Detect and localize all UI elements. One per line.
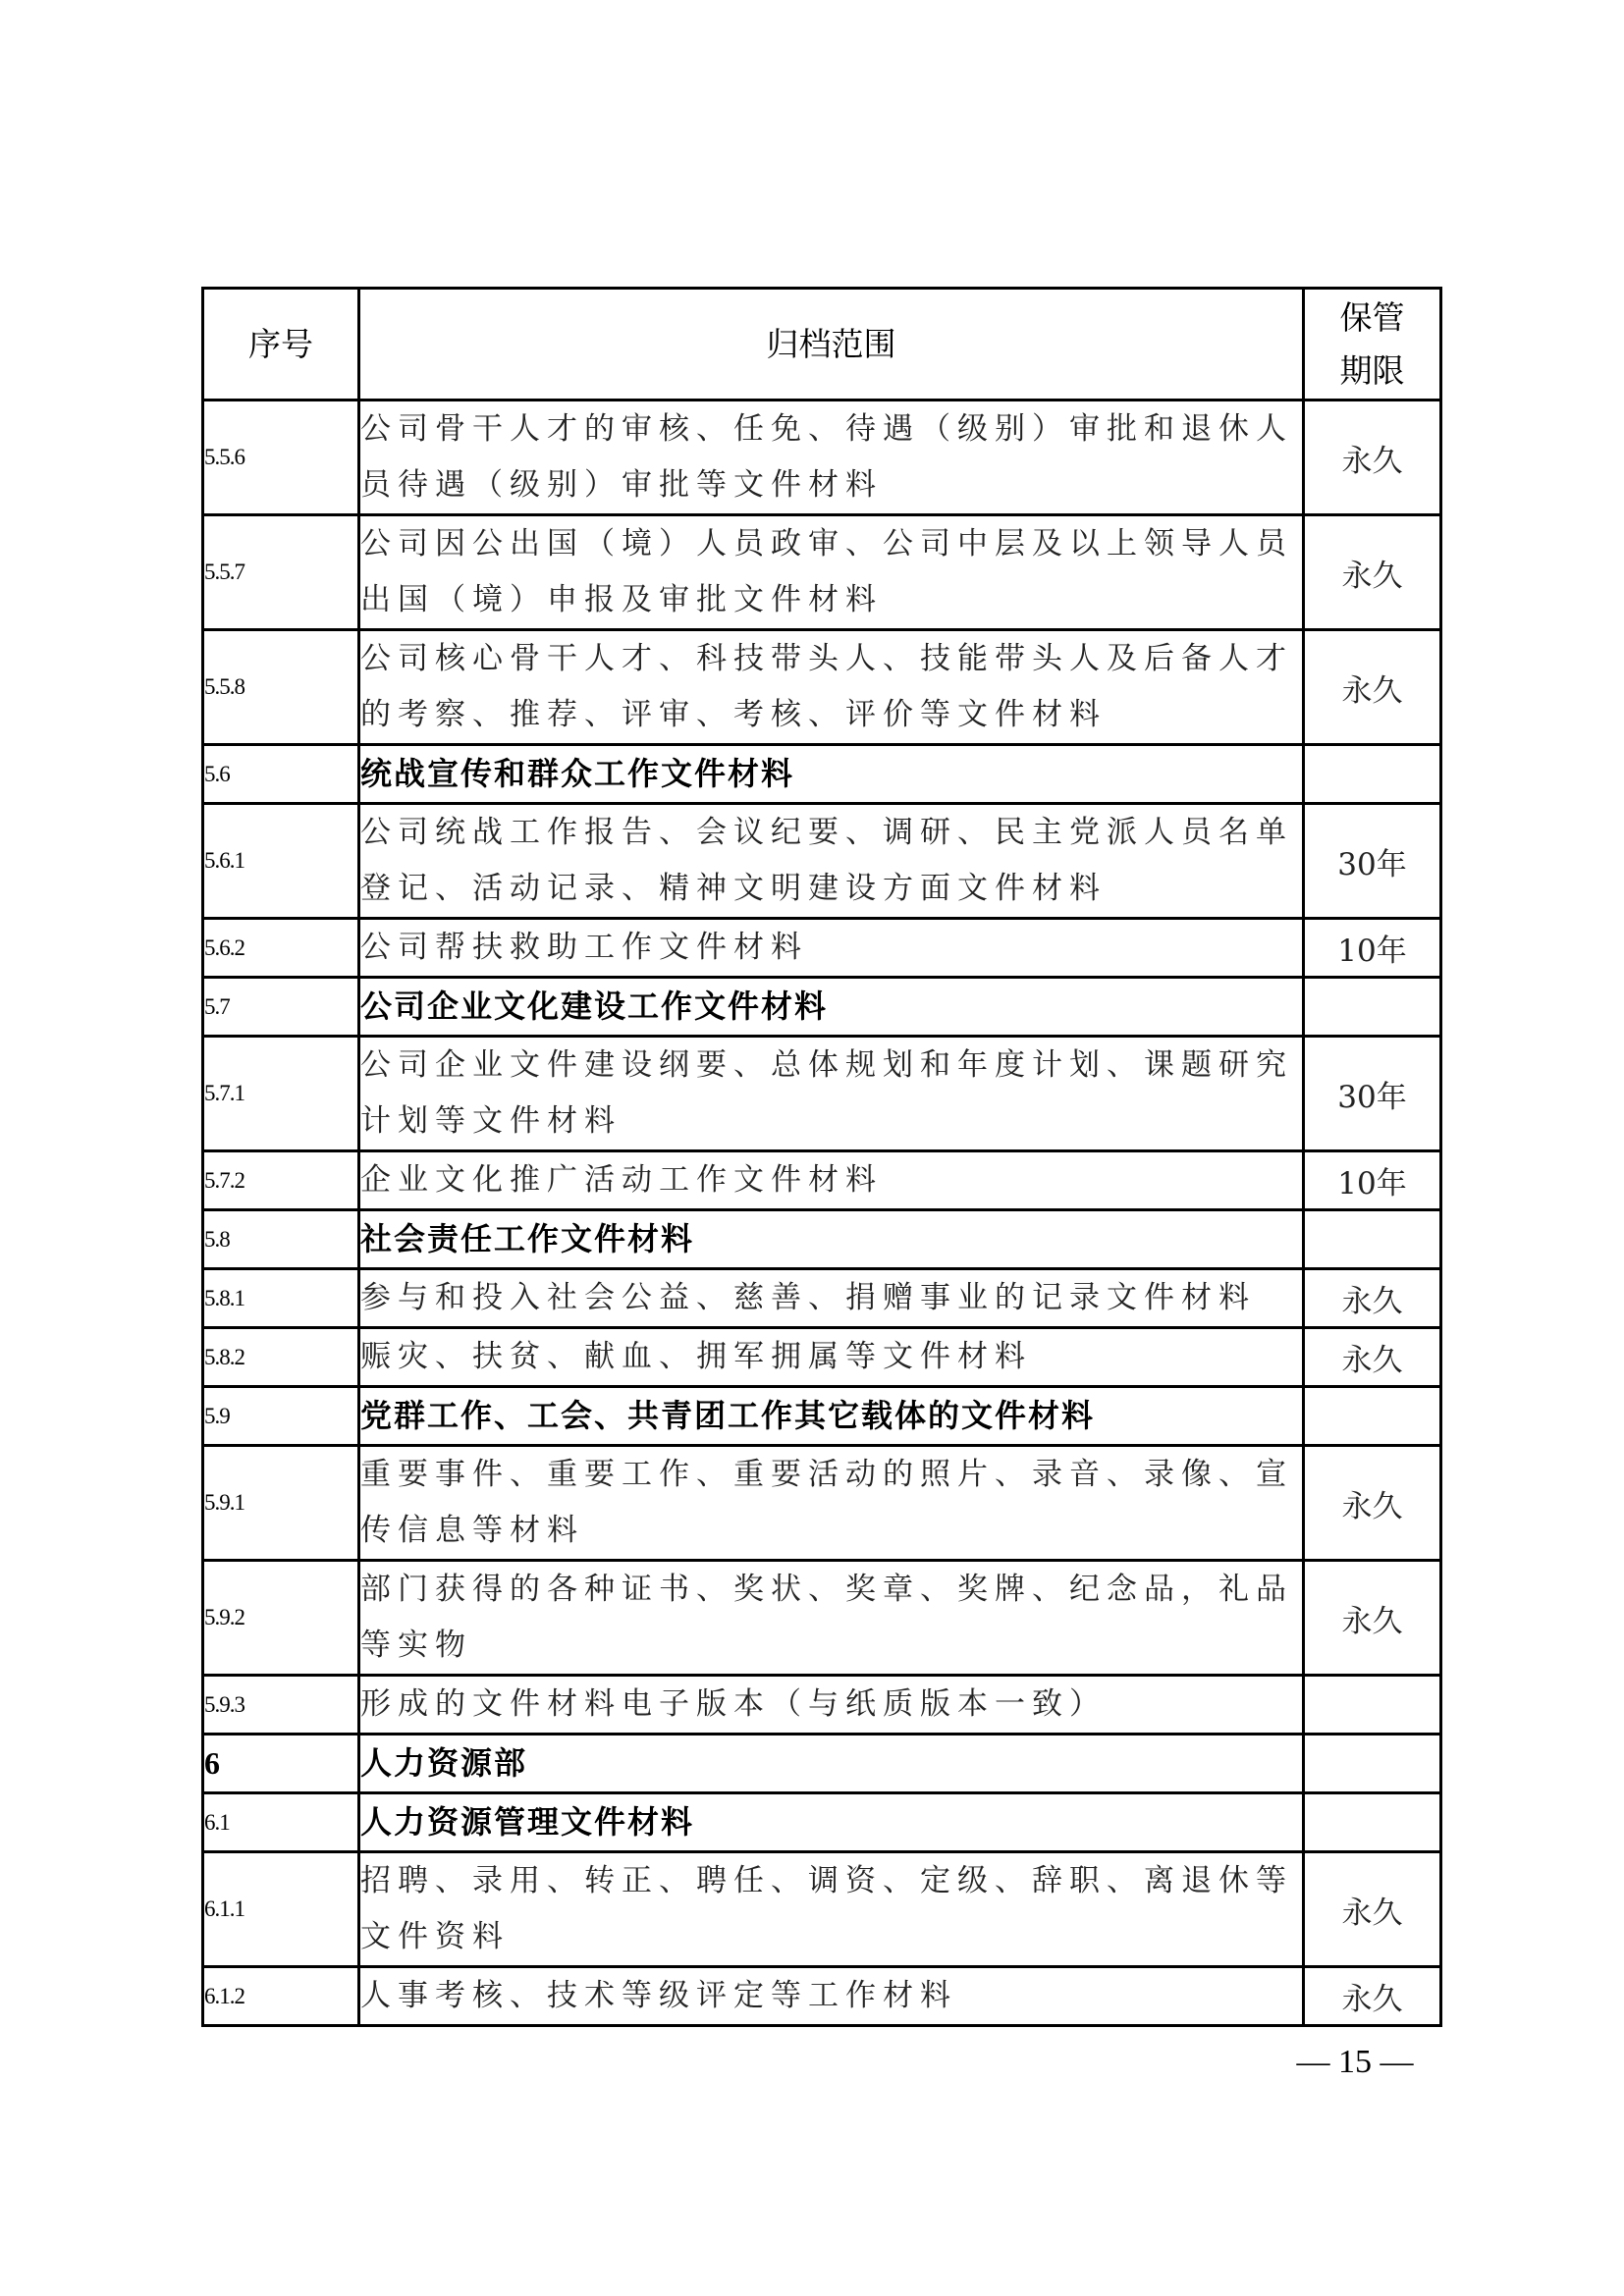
row-number: 6.1 [203, 1793, 359, 1852]
table-row [203, 919, 1441, 978]
header-retention: 保管期限 [1304, 289, 1441, 400]
row-scope: 重要事件、重要工作、重要活动的照片、录音、录像、宣传信息等材料 [359, 1446, 1304, 1561]
section-title: 统战宣传和群众工作文件材料 [359, 745, 1304, 804]
row-retention: 永久 [1304, 515, 1441, 630]
row-retention: 永久 [1304, 630, 1441, 745]
row-scope: 参与和投入社会公益、慈善、捐赠事业的记录文件材料 [359, 1269, 1304, 1328]
row-retention: 10年 [1304, 1151, 1441, 1210]
row-number: 5.6.1 [203, 804, 359, 919]
row-retention: 永久 [1304, 1446, 1441, 1561]
section-title: 党群工作、工会、共青团工作其它载体的文件材料 [359, 1387, 1304, 1446]
table-row [203, 630, 1441, 745]
row-number: 5.7.1 [203, 1037, 359, 1151]
table-row [203, 1967, 1441, 2026]
row-scope: 公司核心骨干人才、科技带头人、技能带头人及后备人才的考察、推荐、评审、考核、评价等文件材料 [359, 630, 1304, 745]
row-retention [1304, 1676, 1441, 1735]
row-number: 6.1.1 [203, 1852, 359, 1967]
row-retention [1304, 1210, 1441, 1269]
table-row [203, 804, 1441, 919]
table-row [203, 1269, 1441, 1328]
row-scope: 公司统战工作报告、会议纪要、调研、民主党派人员名单登记、活动记录、精神文明建设方面文件材料 [359, 804, 1304, 919]
row-retention: 永久 [1304, 1328, 1441, 1387]
section-row [203, 1387, 1441, 1446]
row-number: 5.8.1 [203, 1269, 359, 1328]
row-number: 6.1.2 [203, 1967, 359, 2026]
row-retention [1304, 745, 1441, 804]
table-row [203, 1151, 1441, 1210]
row-scope: 公司因公出国（境）人员政审、公司中层及以上领导人员出国（境）申报及审批文件材料 [359, 515, 1304, 630]
row-number: 5.5.7 [203, 515, 359, 630]
row-number: 5.8.2 [203, 1328, 359, 1387]
row-scope: 企业文化推广活动工作文件材料 [359, 1151, 1304, 1210]
row-retention: 永久 [1304, 1852, 1441, 1967]
section-row [203, 1793, 1441, 1852]
row-number: 5.9.3 [203, 1676, 359, 1735]
table-row [203, 515, 1441, 630]
row-scope: 公司骨干人才的审核、任免、待遇（级别）审批和退休人员待遇（级别）审批等文件材料 [359, 400, 1304, 515]
table-row [203, 400, 1441, 515]
row-scope: 部门获得的各种证书、奖状、奖章、奖牌、纪念品，礼品等实物 [359, 1561, 1304, 1676]
row-retention: 30年 [1304, 1037, 1441, 1151]
row-retention [1304, 978, 1441, 1037]
row-retention: 永久 [1304, 400, 1441, 515]
row-scope: 形成的文件材料电子版本（与纸质版本一致） [359, 1676, 1304, 1735]
row-number: 5.7 [203, 978, 359, 1037]
row-retention: 永久 [1304, 1269, 1441, 1328]
department-number: 6 [203, 1735, 359, 1793]
table-row [203, 1446, 1441, 1561]
row-number: 5.8 [203, 1210, 359, 1269]
row-scope: 公司企业文件建设纲要、总体规划和年度计划、课题研究计划等文件材料 [359, 1037, 1304, 1151]
table-row [203, 1328, 1441, 1387]
section-title: 人力资源管理文件材料 [359, 1793, 1304, 1852]
section-row [203, 1210, 1441, 1269]
department-row [203, 1735, 1441, 1793]
section-title: 公司企业文化建设工作文件材料 [359, 978, 1304, 1037]
department-title: 人力资源部 [359, 1735, 1304, 1793]
row-number: 5.5.8 [203, 630, 359, 745]
row-number: 5.6.2 [203, 919, 359, 978]
table-row [203, 1037, 1441, 1151]
table-row [203, 1676, 1441, 1735]
archive-scope-table [201, 287, 1442, 2027]
row-scope: 招聘、录用、转正、聘任、调资、定级、辞职、离退休等文件资料 [359, 1852, 1304, 1967]
row-retention: 30年 [1304, 804, 1441, 919]
row-scope: 公司帮扶救助工作文件材料 [359, 919, 1304, 978]
section-title: 社会责任工作文件材料 [359, 1210, 1304, 1269]
row-number: 5.7.2 [203, 1151, 359, 1210]
section-row [203, 978, 1441, 1037]
table-row [203, 1852, 1441, 1967]
row-retention [1304, 1735, 1441, 1793]
row-retention [1304, 1793, 1441, 1852]
row-scope: 赈灾、扶贫、献血、拥军拥属等文件材料 [359, 1328, 1304, 1387]
row-retention: 永久 [1304, 1561, 1441, 1676]
row-retention: 10年 [1304, 919, 1441, 978]
header-scope: 归档范围 [359, 289, 1304, 400]
row-number: 5.9 [203, 1387, 359, 1446]
section-row [203, 745, 1441, 804]
table-header-row [203, 289, 1441, 400]
header-number: 序号 [203, 289, 359, 400]
page-number: — 15 — [1296, 2044, 1414, 2080]
row-retention: 永久 [1304, 1967, 1441, 2026]
row-number: 5.9.2 [203, 1561, 359, 1676]
table-row [203, 1561, 1441, 1676]
row-scope: 人事考核、技术等级评定等工作材料 [359, 1967, 1304, 2026]
row-number: 5.5.6 [203, 400, 359, 515]
row-number: 5.6 [203, 745, 359, 804]
row-number: 5.9.1 [203, 1446, 359, 1561]
row-retention [1304, 1387, 1441, 1446]
